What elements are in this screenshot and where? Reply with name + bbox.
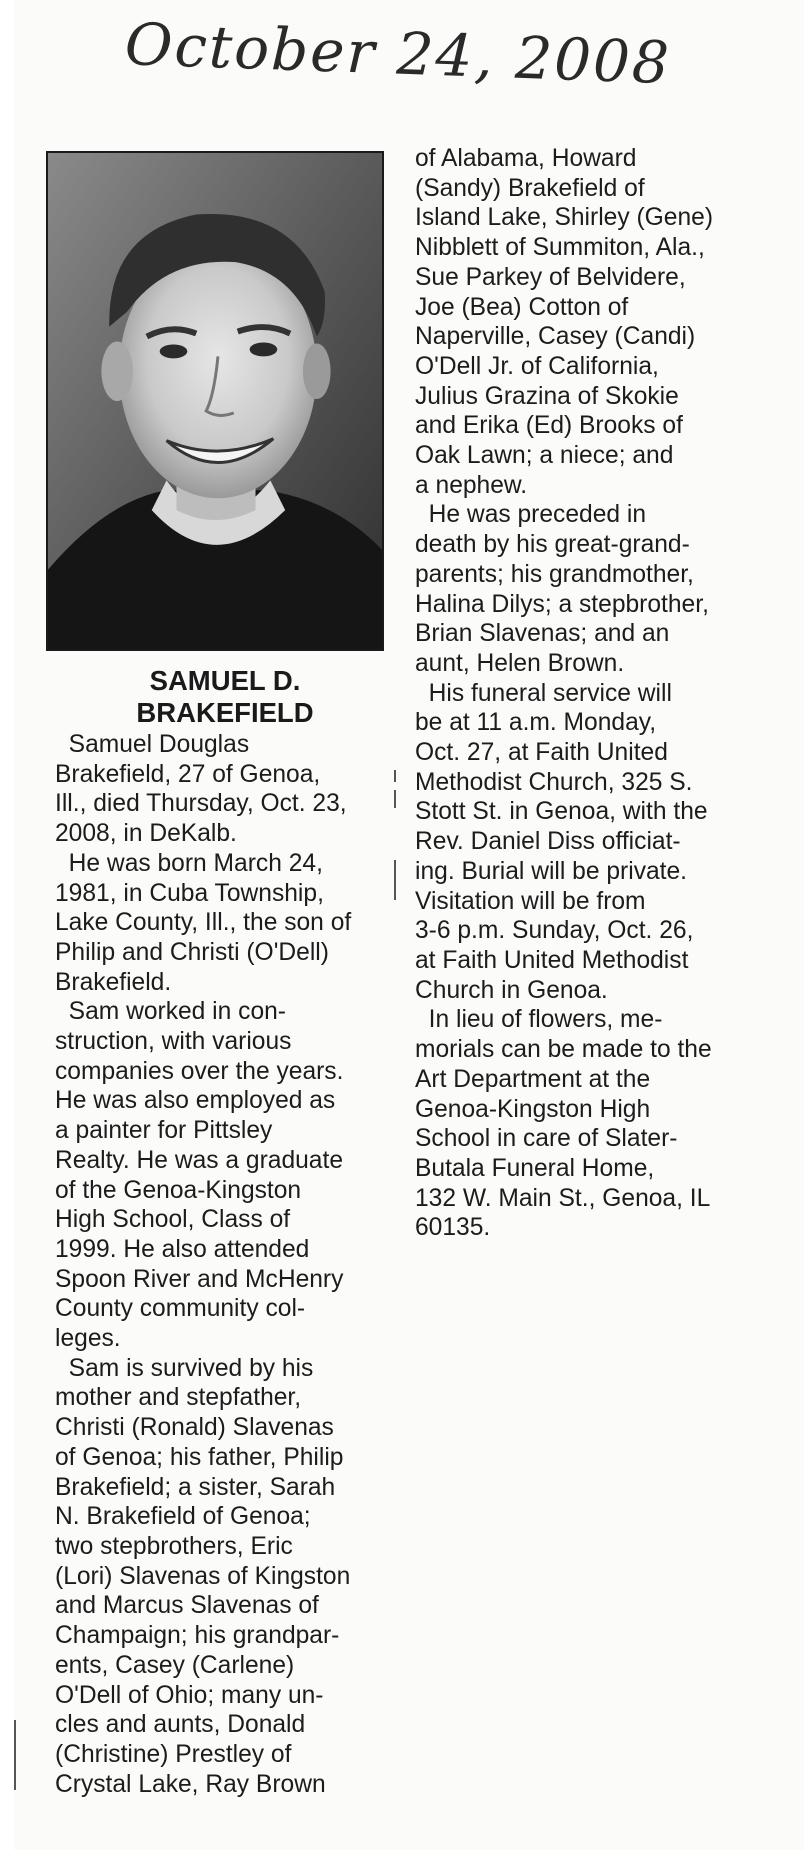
obituary-text-line: cles and aunts, Donald — [55, 1711, 306, 1739]
obituary-text-line: at Faith United Methodist — [415, 946, 689, 974]
obituary-text-line: Samuel Douglas — [55, 731, 250, 758]
obituary-text-line: ents, Casey (Carlene) — [55, 1651, 295, 1679]
obituary-text-line: and Erika (Ed) Brooks of — [415, 412, 683, 440]
obituary-text-line: Butala Funeral Home, — [415, 1154, 655, 1182]
obituary-text-line: Sue Parkey of Belvidere, — [415, 263, 686, 291]
obituary-text-line: (Lori) Slavenas of Kingston — [55, 1562, 351, 1590]
obituary-text-line: 132 W. Main St., Genoa, IL — [415, 1184, 711, 1212]
obituary-text-line: companies over the years. — [55, 1057, 344, 1085]
obituary-text-line: 60135. — [415, 1214, 491, 1242]
obituary-text-line: (Sandy) Brakefield of — [415, 174, 645, 202]
obituary-left-column — [55, 730, 351, 1799]
print-mark — [394, 770, 396, 782]
obituary-text-line: mother and stepfather, — [55, 1384, 302, 1412]
obituary-text-line: and Marcus Slavenas of — [55, 1592, 319, 1620]
obituary-text-line: Joe (Bea) Cotton of — [415, 293, 629, 321]
obituary-text-line: Sam is survived by his — [55, 1354, 314, 1382]
obituary-text-line: Brakefield, 27 of Genoa, — [55, 760, 321, 788]
obituary-text-line: Brian Slavenas; and an — [415, 620, 670, 648]
obituary-text-line: (Christine) Prestley of — [55, 1740, 292, 1768]
obituary-text-line: Rev. Daniel Diss officiat- — [415, 828, 681, 856]
obituary-text-line: of Alabama, Howard — [415, 145, 637, 172]
portrait-photo — [46, 151, 384, 651]
obituary-text-line: Nibblett of Summiton, Ala., — [415, 234, 705, 262]
print-mark — [394, 790, 396, 808]
obituary-text-line: He was preceded in — [415, 501, 647, 529]
obituary-text-line: N. Brakefield of Genoa; — [55, 1503, 311, 1531]
obituary-text-line: of Genoa; his father, Philip — [55, 1443, 344, 1471]
obituary-text-line: 2008, in DeKalb. — [55, 820, 237, 848]
obituary-text-line: Island Lake, Shirley (Gene) — [415, 204, 714, 232]
obituary-text-line: Naperville, Casey (Candi) — [415, 323, 696, 351]
obituary-text-line: O'Dell of Ohio; many un- — [55, 1681, 324, 1709]
obituary-text-line: O'Dell Jr. of California, — [415, 352, 659, 380]
obituary-name-line-2: BRAKEFIELD — [136, 697, 314, 728]
obituary-text-line: a nephew. — [415, 471, 528, 499]
obituary-text-line: Crystal Lake, Ray Brown — [55, 1770, 326, 1798]
obituary-text-line: Christi (Ronald) Slavenas — [55, 1414, 334, 1442]
handwritten-date: October 24, 2008 — [123, 10, 673, 98]
obituary-text-line: Oak Lawn; a niece; and — [415, 442, 674, 470]
obituary-text-line: be at 11 a.m. Monday, — [415, 709, 657, 737]
obituary-text-line: 1981, in Cuba Township, — [55, 879, 324, 907]
obituary-text-line: parents; his grandmother, — [415, 560, 694, 588]
print-mark — [394, 860, 396, 900]
obituary-text-line: of the Genoa-Kingston — [55, 1176, 302, 1204]
obituary-text-line: His funeral service will — [415, 679, 672, 707]
obituary-text-line: Methodist Church, 325 S. — [415, 768, 693, 796]
obituary-text-line: Stott St. in Genoa, with the — [415, 798, 708, 826]
obituary-text-line: death by his great-grand- — [415, 531, 690, 559]
obituary-text-line: a painter for Pittsley — [55, 1117, 273, 1145]
portrait-image — [48, 153, 382, 649]
obituary-text-line: He was born March 24, — [55, 849, 323, 877]
obituary-name-line-1: SAMUEL D. — [149, 665, 301, 696]
obituary-text-line: Art Department at the — [415, 1065, 651, 1093]
obituary-text-line: ing. Burial will be private. — [415, 857, 688, 885]
obituary-text-line: Ill., died Thursday, Oct. 23, — [55, 790, 347, 818]
obituary-text-line: Brakefield. — [55, 968, 172, 996]
obituary-text-line: Champaign; his grandpar- — [55, 1622, 340, 1650]
obituary-text-line: leges. — [55, 1325, 121, 1353]
obituary-text-line: He was also employed as — [55, 1087, 336, 1115]
obituary-text-line: Philip and Christi (O'Dell) — [55, 938, 329, 966]
obituary-text-line: Julius Grazina of Skokie — [415, 382, 679, 410]
obituary-text-line: Spoon River and McHenry — [55, 1265, 344, 1293]
obituary-text-line: High School, Class of — [55, 1206, 291, 1234]
obituary-text-line: Church in Genoa. — [415, 976, 608, 1004]
obituary-text-line: 1999. He also attended — [55, 1235, 310, 1263]
obituary-text-line: Oct. 27, at Faith United — [415, 739, 668, 767]
print-mark — [14, 1720, 16, 1790]
obituary-text-line: Lake County, Ill., the son of — [55, 909, 352, 937]
obituary-text-line: Realty. He was a graduate — [55, 1146, 343, 1174]
obituary-text-line: two stepbrothers, Eric — [55, 1532, 293, 1560]
obituary-text-line: County community col- — [55, 1295, 306, 1323]
obituary-text-line: School in care of Slater- — [415, 1125, 678, 1153]
obituary-text-line: struction, with various — [55, 1028, 292, 1056]
obituary-text-line: 3-6 p.m. Sunday, Oct. 26, — [415, 917, 694, 945]
obituary-text-line: Sam worked in con- — [55, 998, 286, 1026]
obituary-text-line: Brakefield; a sister, Sarah — [55, 1473, 336, 1501]
obituary-text-line: morials can be made to the — [415, 1036, 712, 1064]
obituary-text-line: In lieu of flowers, me- — [415, 1006, 663, 1034]
obituary-text-line: Halina Dilys; a stepbrother, — [415, 590, 709, 618]
obituary-text-line: aunt, Helen Brown. — [415, 649, 625, 677]
obituary-text-line: Genoa-Kingston High — [415, 1095, 651, 1123]
obituary-right-column — [415, 144, 713, 1243]
obituary-text-line: Visitation will be from — [415, 887, 646, 915]
